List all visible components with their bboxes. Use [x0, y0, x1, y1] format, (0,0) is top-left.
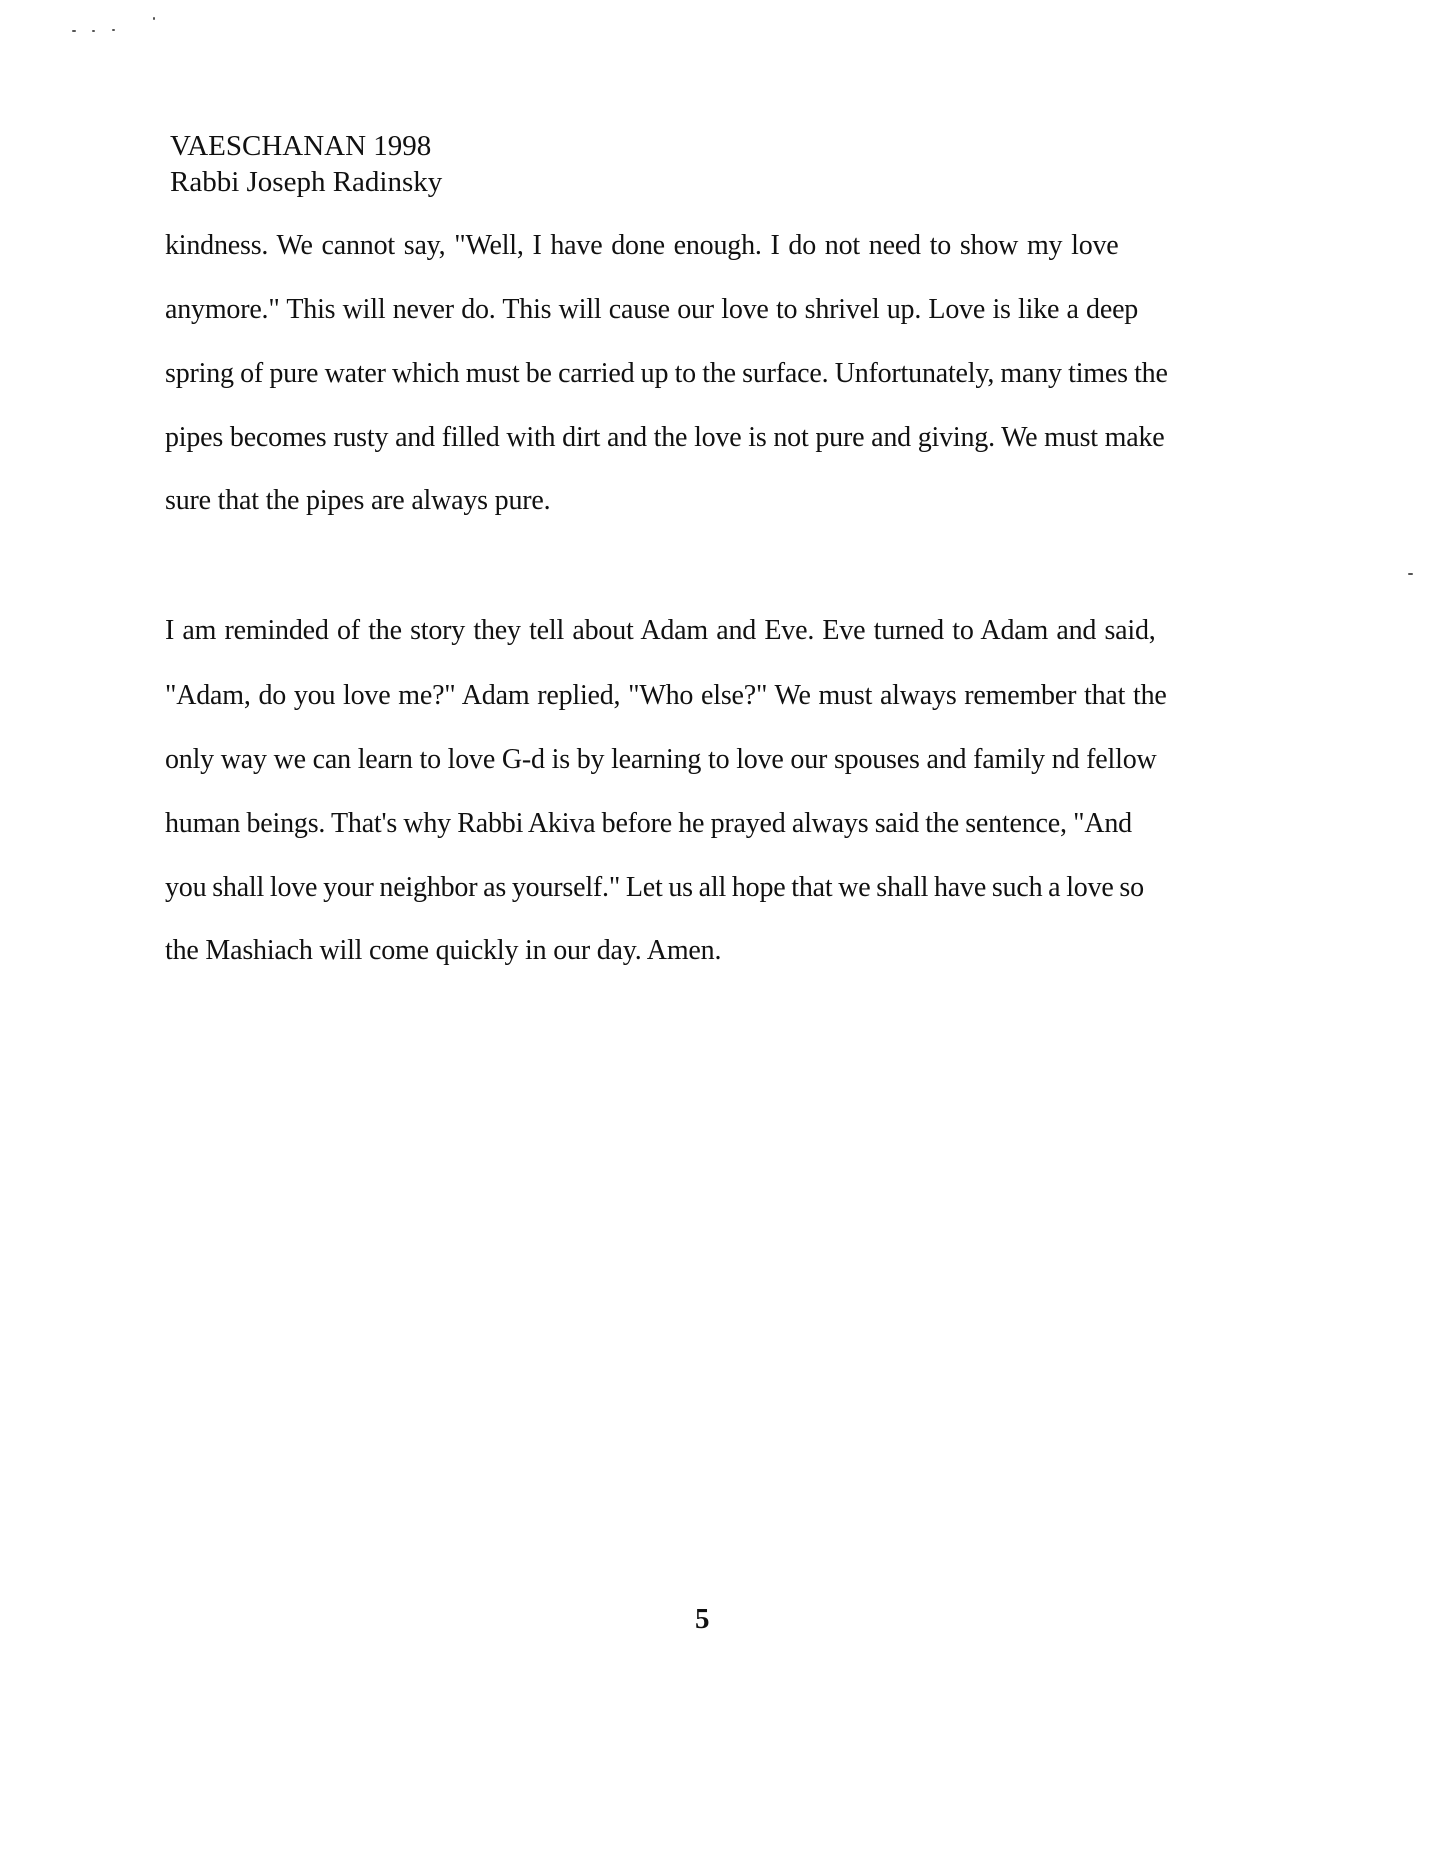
page-number: 5: [695, 1603, 710, 1635]
document-header: [170, 128, 442, 200]
text-line: the Mashiach will come quickly in our day. Amen.: [165, 935, 722, 966]
text-line: you shall love your neighbor as yourself." Let us all hope that we shall have such a love so: [165, 872, 1144, 903]
text-line: anymore." This will never do. This will cause our love to shrivel up. Love is like a deep: [165, 294, 1139, 325]
text-line: spring of pure water which must be carried up to the surface. Unfortunately, many times the: [165, 358, 1168, 389]
text-line: kindness. We cannot say, "Well, I have done enough. I do not need to show my love: [165, 230, 1119, 261]
scan-speck: [153, 17, 155, 20]
text-line: I am reminded of the story they tell about Adam and Eve. Eve turned to Adam and said,: [165, 615, 1156, 646]
scan-speck: [92, 30, 95, 32]
text-line: human beings. That's why Rabbi Akiva before he prayed always said the sentence, "And: [165, 808, 1132, 839]
text-line: sure that the pipes are always pure.: [165, 485, 551, 516]
document-title: VAESCHANAN 1998: [170, 130, 432, 162]
text-line: pipes becomes rusty and filled with dirt and the love is not pure and giving. We must make: [165, 422, 1165, 453]
text-line: only way we can learn to love G-d is by learning to love our spouses and family nd fellow: [165, 744, 1157, 775]
scan-speck: [112, 29, 115, 31]
scan-speck: [1408, 573, 1413, 575]
document-author: Rabbi Joseph Radinsky: [170, 166, 443, 198]
scan-speck: [72, 30, 76, 32]
text-line: "Adam, do you love me?" Adam replied, "Who else?" We must always remember that the: [165, 680, 1167, 711]
